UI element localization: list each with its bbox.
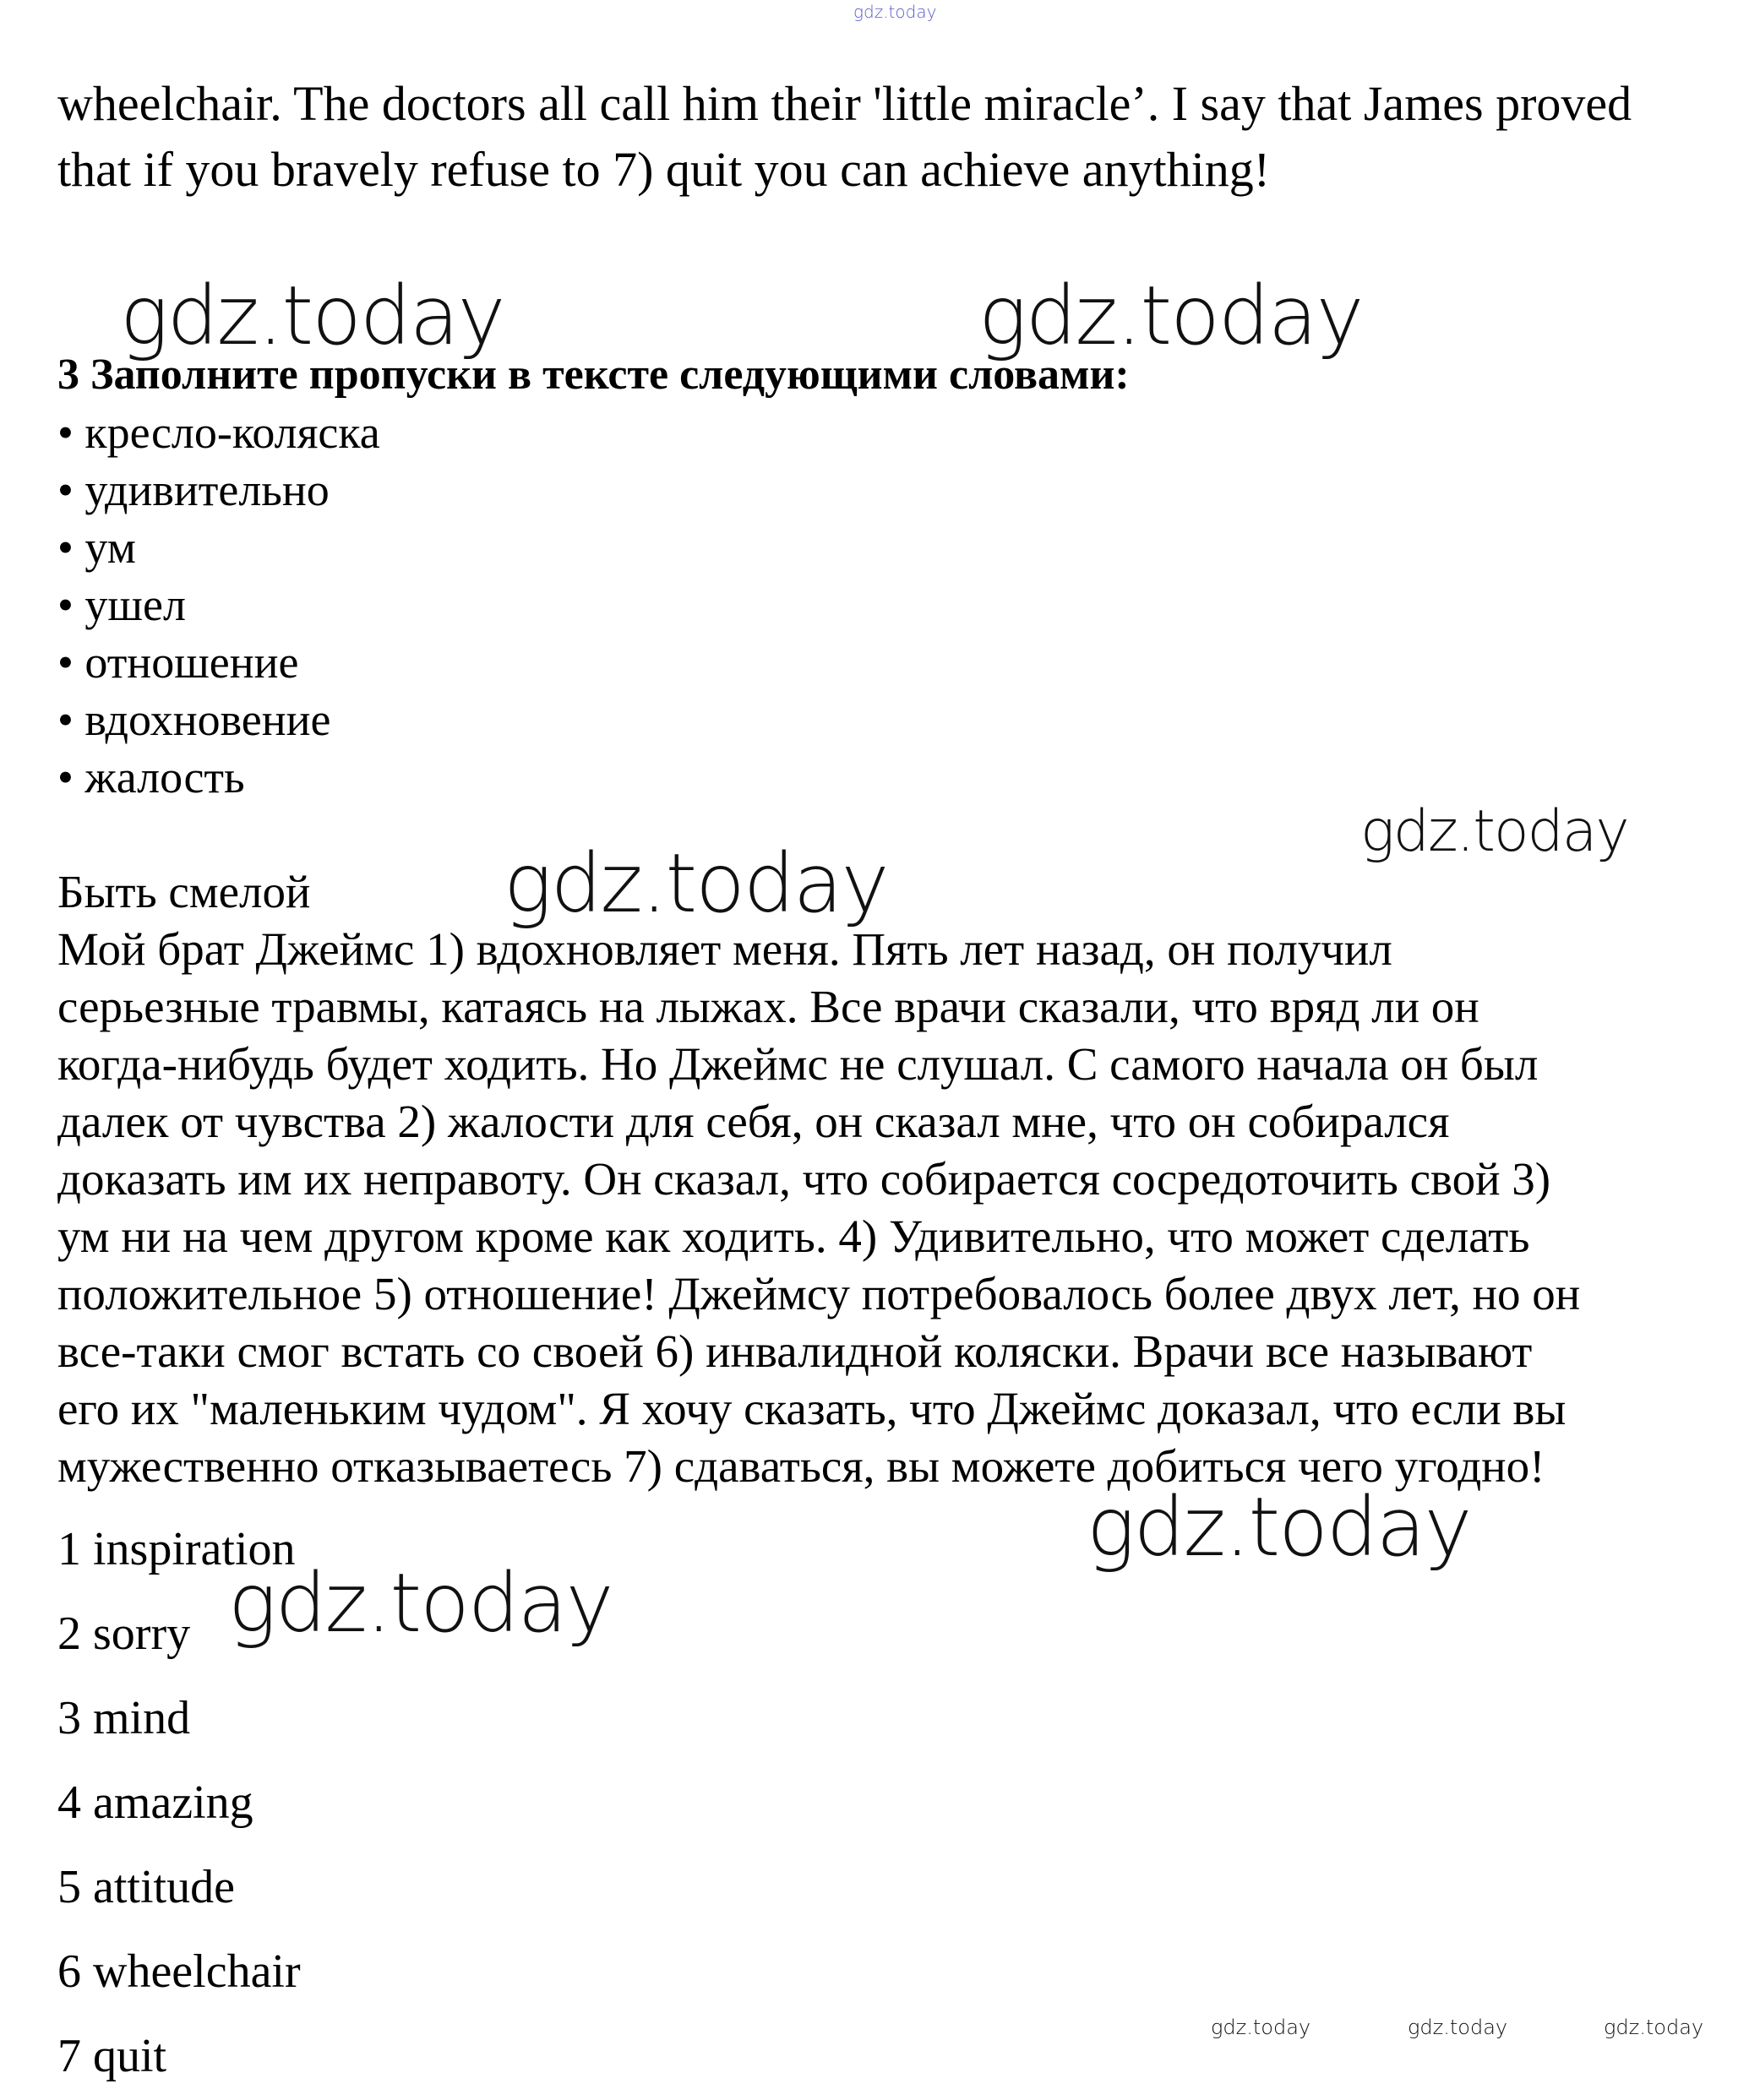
answer-item: 5 attitude: [57, 1861, 235, 1913]
watermark: gdz.today: [978, 269, 1363, 363]
word-list-item: • отношение: [57, 637, 299, 688]
story-line: доказать им их неправоту. Он сказал, что собирается сосредоточить свой 3): [57, 1153, 1551, 1205]
word-list-item: • кресло-коляска: [57, 407, 380, 458]
intro-line-2: that if you bravely refuse to 7) quit you can achieve anything!: [57, 142, 1271, 197]
top-watermark: gdz.today: [853, 2, 937, 22]
answer-item: 6 wheelchair: [57, 1945, 301, 1998]
story-line: Мой брат Джеймс 1) вдохновляет меня. Пять лет назад, он получил: [57, 923, 1392, 975]
word-list-item: • удивительно: [57, 465, 330, 515]
word-list-item: • ушел: [57, 579, 186, 630]
story-line: его их "маленьким чудом". Я хочу сказать, что Джеймс доказал, что если вы: [57, 1383, 1567, 1434]
story-line: далек от чувства 2) жалости для себя, он сказал мне, что он собирался: [57, 1096, 1450, 1147]
answer-item: 3 mind: [57, 1692, 191, 1744]
story-line: положительное 5) отношение! Джеймсу потребовалось более двух лет, но он: [57, 1268, 1581, 1319]
answer-item: 7 quit: [57, 2030, 167, 2082]
answer-item: 4 amazing: [57, 1776, 253, 1829]
watermark: gdz.today: [1604, 2016, 1704, 2039]
intro-line-1: wheelchair. The doctors all call him their 'little miracle’. I say that James proved: [57, 76, 1632, 131]
watermark: gdz.today: [504, 836, 888, 931]
story-line: ум ни на чем другом кроме как ходить. 4) Удивительно, что может сделать: [57, 1210, 1530, 1262]
watermark: gdz.today: [1087, 1480, 1471, 1575]
watermark: gdz.today: [1360, 798, 1628, 865]
exercise-heading: 3 Заполните пропуски в тексте следующими словами:: [57, 351, 1130, 399]
story-line: серьезные травмы, катаясь на лыжах. Все врачи сказали, что вряд ли он: [57, 981, 1479, 1032]
watermark: gdz.today: [1408, 2016, 1508, 2039]
word-list-item: • жалость: [57, 752, 245, 802]
watermark: gdz.today: [1211, 2016, 1311, 2039]
watermark: gdz.today: [228, 1556, 613, 1651]
word-list-item: • ум: [57, 522, 136, 573]
story-line: все-таки смог встать со своей 6) инвалидной коляски. Врачи все называют: [57, 1325, 1533, 1377]
story-line: мужественно отказываетесь 7) сдаваться, вы можете добиться чего угодно!: [57, 1440, 1545, 1492]
word-list-item: • вдохновение: [57, 694, 331, 745]
answer-item: 2 sorry: [57, 1608, 191, 1660]
story-line: когда-нибудь будет ходить. Но Джеймс не слушал. С самого начала он был: [57, 1038, 1539, 1090]
answer-item: 1 inspiration: [57, 1523, 296, 1575]
story-title: Быть смелой: [57, 866, 311, 917]
watermark: gdz.today: [120, 269, 504, 363]
